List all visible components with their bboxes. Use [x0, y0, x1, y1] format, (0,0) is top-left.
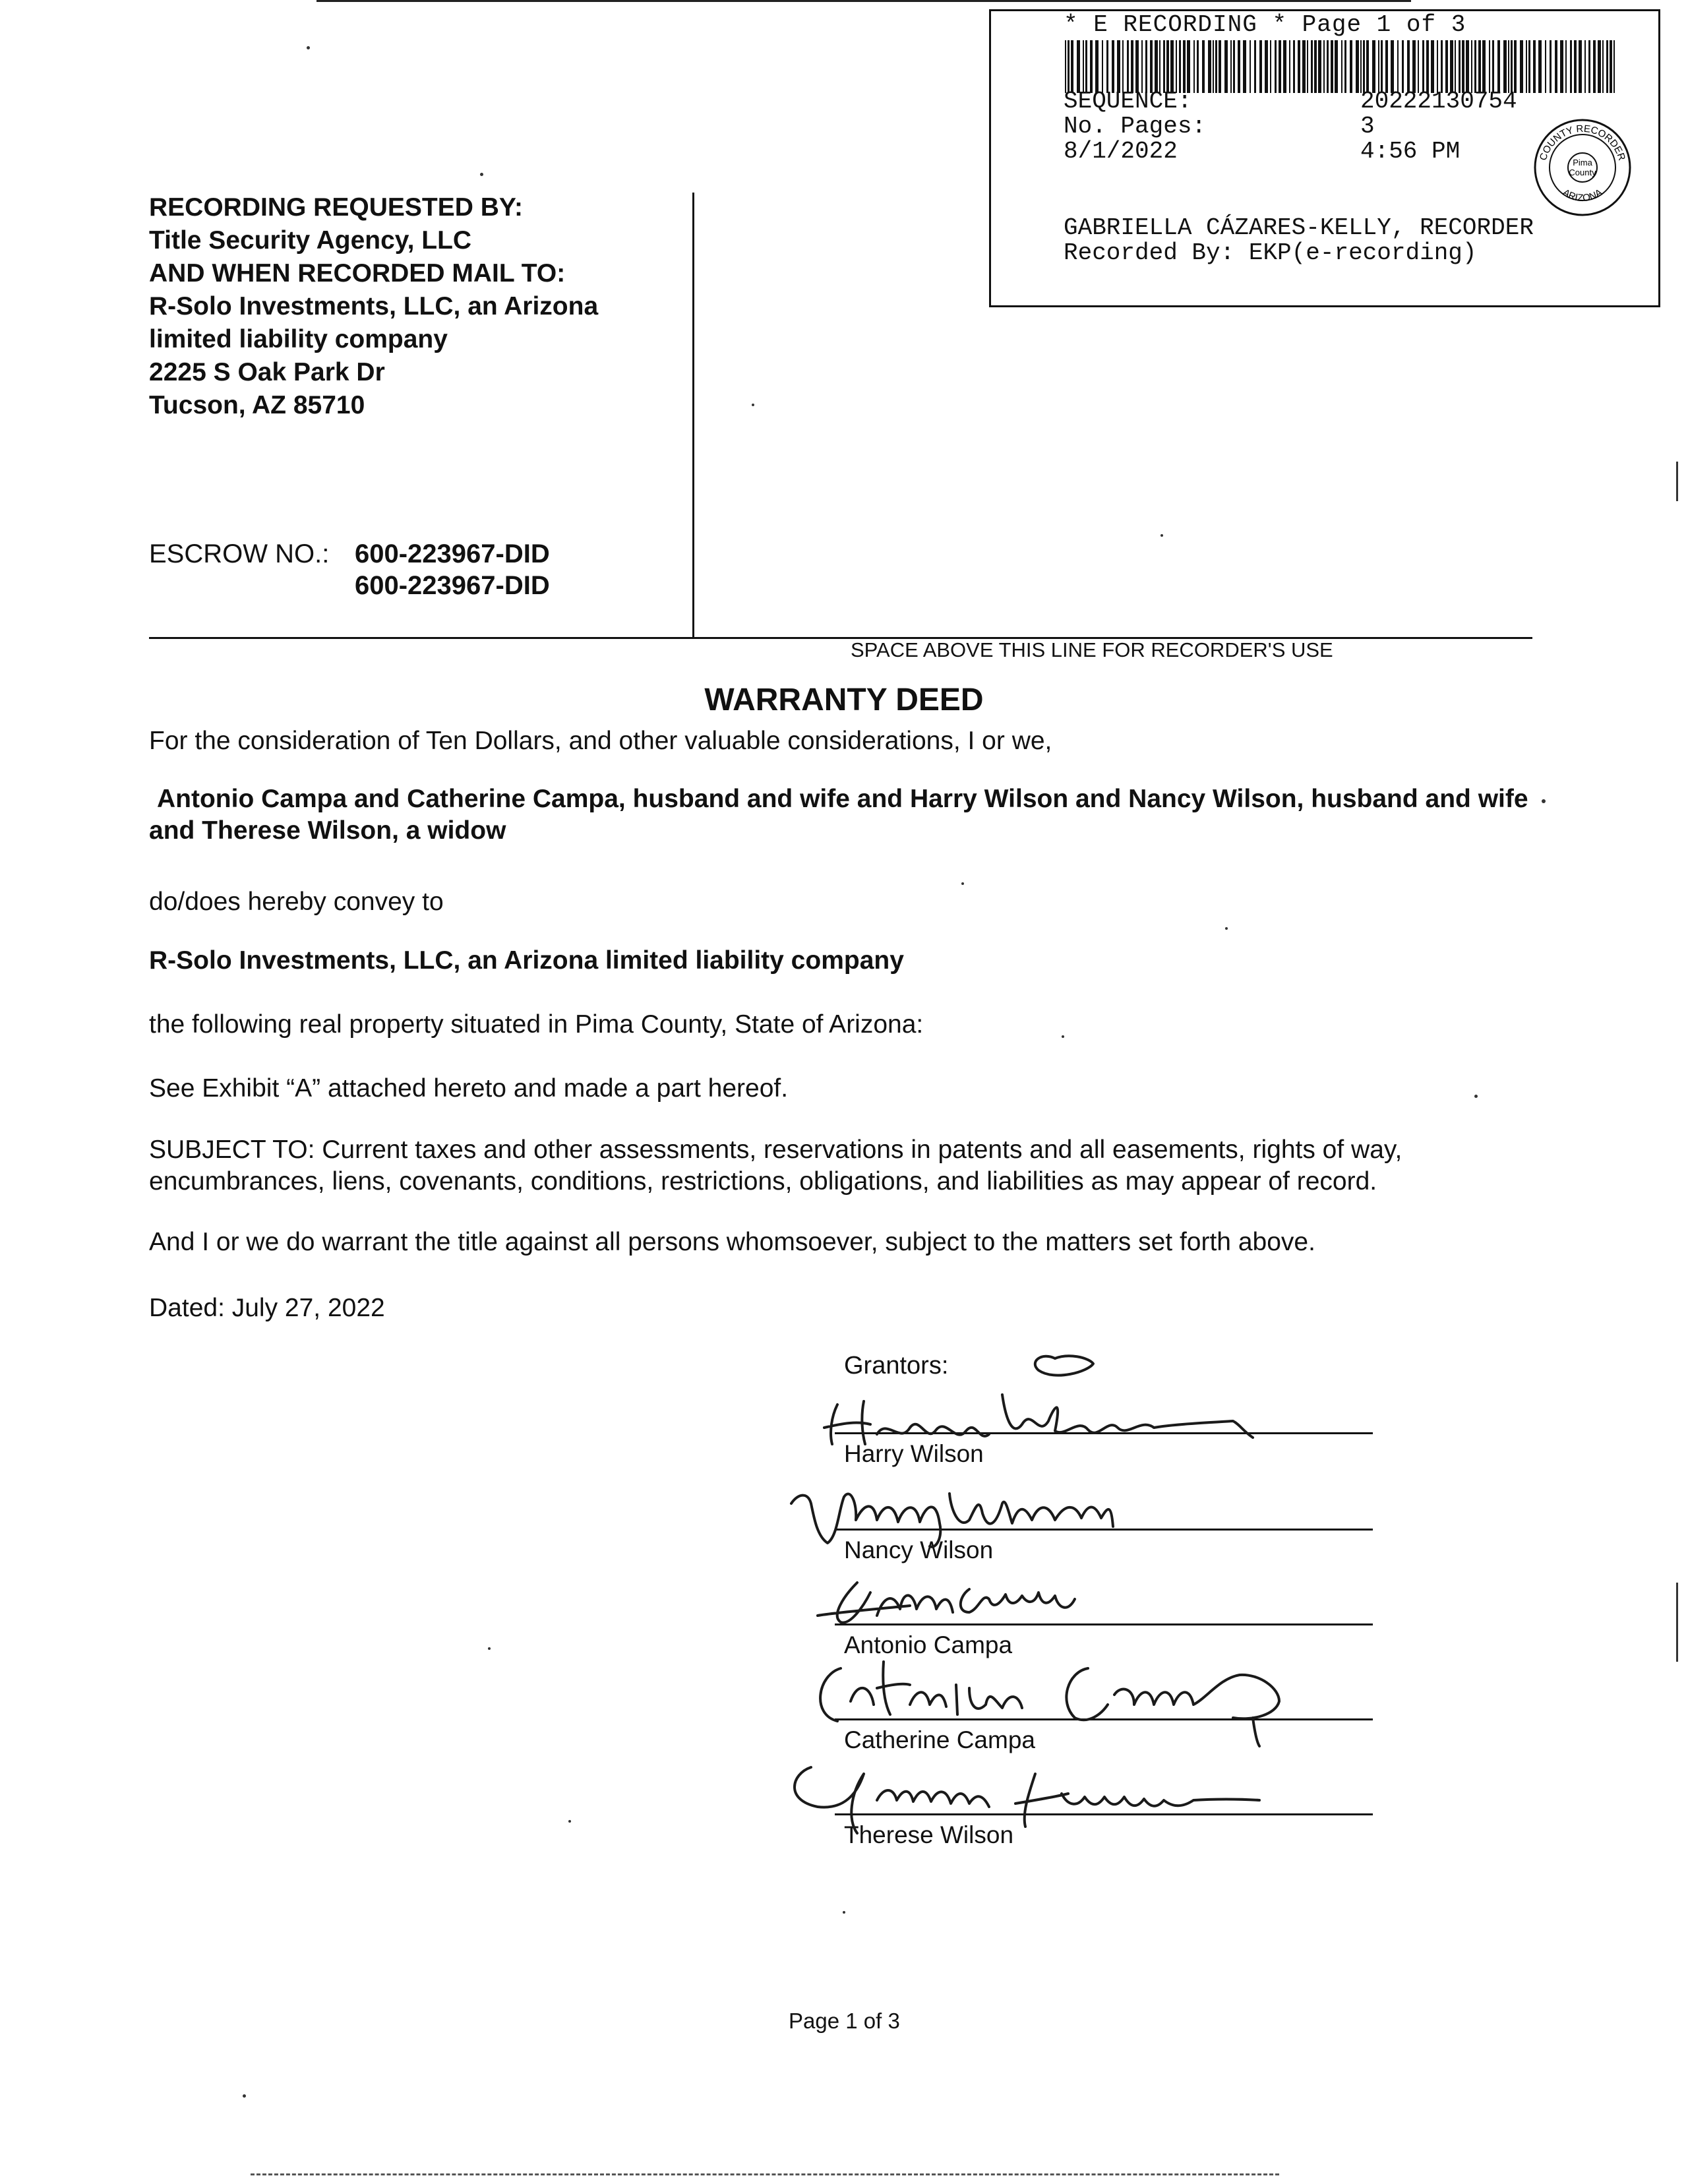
barcode-bar	[1250, 40, 1251, 93]
barcode-bar	[1293, 40, 1295, 93]
recorded-by: Recorded By: EKP(e-recording)	[1064, 239, 1477, 266]
convey-text: do/does hereby convey to	[149, 888, 444, 916]
signer-name-nancy: Nancy Wilson	[844, 1536, 994, 1563]
pages-value: 3	[1360, 113, 1375, 140]
barcode-bar	[1598, 40, 1601, 93]
address-line2: Tucson, AZ 85710	[149, 391, 365, 419]
barcode-bar	[1159, 40, 1160, 93]
barcode-bar	[1166, 40, 1169, 93]
barcode-bar	[1065, 40, 1066, 93]
barcode-bar	[1187, 40, 1190, 93]
barcode-bar	[1106, 40, 1108, 93]
barcode-bar	[1243, 40, 1246, 93]
barcode-bar	[1570, 40, 1572, 93]
barcode-bar	[1445, 40, 1448, 93]
address-line1: 2225 S Oak Park Dr	[149, 358, 385, 386]
scan-speck	[1160, 534, 1163, 537]
sequence-label: SEQUENCE:	[1064, 88, 1192, 115]
barcode-bar	[1489, 40, 1490, 93]
barcode-bar	[1259, 40, 1262, 93]
barcode-bar	[1068, 40, 1070, 93]
scan-speck	[488, 1647, 491, 1650]
recorder-use-note: SPACE ABOVE THIS LINE FOR RECORDER'S USE	[851, 638, 1333, 661]
barcode-bar	[1219, 40, 1221, 93]
signer-name-therese: Therese Wilson	[844, 1821, 1014, 1848]
barcode-bar	[1482, 40, 1486, 93]
scan-bottom-edge	[251, 2173, 1279, 2175]
exhibit-text: See Exhibit “A” attached hereto and made a part hereof.	[149, 1074, 789, 1103]
header-divider	[692, 193, 694, 638]
page-number: Page 1 of 3	[789, 2009, 900, 2033]
barcode-bar	[1090, 40, 1093, 93]
barcode-bar	[1459, 40, 1461, 93]
scan-speck	[307, 46, 310, 49]
barcode-bar	[1412, 40, 1416, 93]
handwritten-signatures	[778, 1345, 1411, 1873]
recording-time: 4:56 PM	[1360, 138, 1461, 165]
scan-speck	[1676, 462, 1678, 501]
scan-speck	[1542, 799, 1546, 803]
barcode-bar	[1335, 40, 1338, 93]
recording-header: * E RECORDING * Page 1 of 3	[1064, 11, 1466, 38]
barcode-bar	[1565, 40, 1567, 93]
barcode-bar	[1275, 40, 1277, 93]
requested-by: Title Security Agency, LLC	[149, 226, 472, 255]
scan-edge-line	[316, 0, 1411, 2]
barcode-bar	[1520, 40, 1523, 93]
barcode-bar	[1150, 40, 1153, 93]
barcode-bar	[1462, 40, 1464, 93]
escrow-number-1: 600-223967-DID	[355, 539, 550, 568]
recording-request-block	[149, 191, 598, 422]
svg-text:Pima: Pima	[1573, 158, 1592, 167]
barcode-bar	[1363, 40, 1365, 93]
barcode-bar	[1550, 40, 1552, 93]
barcode-bar	[1366, 40, 1369, 93]
barcode-bar	[1179, 40, 1181, 93]
barcode-bar	[1381, 40, 1383, 93]
scan-speck	[243, 2094, 246, 2098]
scan-speck	[843, 1911, 845, 1914]
escrow-number-2: 600-223967-DID	[355, 571, 550, 600]
barcode-bar	[1283, 40, 1286, 93]
scan-speck	[961, 882, 964, 885]
barcode-bar	[1508, 40, 1509, 93]
warrant-text: And I or we do warrant the title against all persons whomsoever, subject to the matters set forth above.	[149, 1228, 1315, 1256]
barcode-bar	[1350, 40, 1352, 93]
barcode-bar	[1418, 40, 1419, 93]
barcode-bar	[1356, 40, 1359, 93]
barcode-bar	[1254, 40, 1256, 93]
barcode-bar	[1270, 40, 1271, 93]
barcode-bar	[1360, 40, 1362, 93]
scan-speck	[1676, 1583, 1678, 1662]
barcode-bar	[1135, 40, 1139, 93]
escrow-label: ESCROW NO.:	[149, 539, 330, 568]
barcode-bar	[1514, 40, 1517, 93]
barcode-bar	[1602, 40, 1604, 93]
barcode-bar	[1183, 40, 1186, 93]
barcode-bar	[1279, 40, 1281, 93]
scan-speck	[1062, 1035, 1064, 1038]
barcode-bar	[1407, 40, 1410, 93]
barcode-bar	[1077, 40, 1080, 93]
barcode-bar	[1441, 40, 1443, 93]
barcode-bar	[1455, 40, 1456, 93]
subject-to-text: SUBJECT TO: Current taxes and other assessments, reservations in patents and all easements, rights of way, encumbrances, liens, covenants, conditions, restrictions, obligations, and liabilities as may appear of record.	[149, 1136, 1402, 1196]
scan-speck	[480, 173, 483, 176]
barcode-bar	[1085, 40, 1087, 93]
grantors-names: Antonio Campa and Catherine Campa, husband and wife and Harry Wilson and Nancy Wilson, husband and wife and Therese Wilson, a widow	[149, 785, 1528, 845]
barcode-bar	[1584, 40, 1586, 93]
county-seal-icon	[1532, 117, 1633, 218]
barcode-bar	[1511, 40, 1513, 93]
barcode-bar	[1533, 40, 1536, 93]
barcode-icon	[1065, 40, 1615, 93]
barcode-bar	[1170, 40, 1174, 93]
grantors-label: Grantors:	[844, 1352, 949, 1380]
barcode-bar	[1102, 40, 1103, 93]
barcode-bar	[1555, 40, 1557, 93]
barcode-bar	[1471, 40, 1472, 93]
requested-by-label: RECORDING REQUESTED BY:	[149, 193, 523, 222]
barcode-bar	[1112, 40, 1114, 93]
dated-text: Dated: July 27, 2022	[149, 1294, 385, 1322]
barcode-bar	[1545, 40, 1546, 93]
barcode-bar	[1497, 40, 1500, 93]
barcode-bar	[1426, 40, 1429, 93]
barcode-bar	[1141, 40, 1143, 93]
barcode-bar	[1526, 40, 1527, 93]
recorder-name: GABRIELLA CÁZARES-KELLY, RECORDER	[1064, 214, 1534, 241]
barcode-bar	[1606, 40, 1608, 93]
signature-antonio-campa	[818, 1583, 1075, 1623]
barcode-bar	[1127, 40, 1129, 93]
barcode-bar	[1450, 40, 1453, 93]
barcode-bar	[1224, 40, 1228, 93]
signature-nancy-wilson	[791, 1494, 1113, 1547]
barcode-bar	[1538, 40, 1542, 93]
barcode-bar	[1341, 40, 1342, 93]
signer-name-antonio: Antonio Campa	[844, 1631, 1013, 1658]
barcode-bar	[1437, 40, 1438, 93]
barcode-bar	[1163, 40, 1165, 93]
barcode-bar	[1318, 40, 1321, 93]
barcode-bar	[1289, 40, 1290, 93]
barcode-bar	[1492, 40, 1494, 93]
barcode-bar	[1372, 40, 1375, 93]
property-text: the following real property situated in Pima County, State of Arizona:	[149, 1010, 924, 1039]
recorder-stamp-box	[989, 9, 1660, 307]
barcode-bar	[1213, 40, 1214, 93]
barcode-bar	[1610, 40, 1612, 93]
sequence-value: 20222130754	[1360, 88, 1517, 115]
barcode-bar	[1593, 40, 1596, 93]
barcode-bar	[1579, 40, 1582, 93]
barcode-bar	[1265, 40, 1268, 93]
barcode-bar	[1344, 40, 1346, 93]
mail-to-name-line1: R-Solo Investments, LLC, an Arizona	[149, 292, 599, 320]
barcode-bar	[1560, 40, 1563, 93]
barcode-bar	[1117, 40, 1120, 93]
barcode-bar	[1302, 40, 1306, 93]
barcode-bar	[1431, 40, 1434, 93]
barcode-bar	[1122, 40, 1124, 93]
barcode-bar	[1298, 40, 1300, 93]
barcode-bar	[1071, 40, 1073, 93]
barcode-bar	[1474, 40, 1476, 93]
signature-catherine-campa	[820, 1662, 1279, 1746]
barcode-bar	[1208, 40, 1211, 93]
barcode-bar	[1391, 40, 1394, 93]
barcode-bar	[1311, 40, 1313, 93]
mail-to-name-line2: limited liability company	[149, 325, 448, 353]
barcode-bar	[1215, 40, 1217, 93]
barcode-bar	[1230, 40, 1232, 93]
svg-text:ARIZONA: ARIZONA	[1560, 187, 1605, 204]
barcode-bar	[1466, 40, 1469, 93]
barcode-bar	[1378, 40, 1379, 93]
barcode-bar	[1095, 40, 1099, 93]
barcode-bar	[1503, 40, 1507, 93]
barcode-bar	[1478, 40, 1481, 93]
scan-speck	[1225, 927, 1228, 930]
barcode-bar	[1083, 40, 1084, 93]
barcode-bar	[1397, 40, 1399, 93]
barcode-bar	[1193, 40, 1195, 93]
scan-speck	[568, 1820, 571, 1823]
barcode-bar	[1202, 40, 1205, 93]
signer-name-catherine: Catherine Campa	[844, 1726, 1035, 1753]
signature-mark-circle	[1035, 1356, 1093, 1375]
barcode-bar	[1155, 40, 1158, 93]
scan-speck	[752, 404, 754, 406]
barcode-bar	[1197, 40, 1199, 93]
barcode-bar	[1323, 40, 1325, 93]
signature-therese-wilson	[795, 1767, 1259, 1833]
barcode-bar	[1385, 40, 1388, 93]
consideration-text: For the consideration of Ten Dollars, and other valuable considerations, I or we,	[149, 727, 1052, 755]
barcode-bar	[1588, 40, 1590, 93]
scan-speck	[1474, 1095, 1478, 1098]
barcode-bar	[1145, 40, 1147, 93]
pages-label: No. Pages:	[1064, 113, 1207, 140]
barcode-bar	[1528, 40, 1530, 93]
barcode-bar	[1131, 40, 1133, 93]
svg-text:County: County	[1569, 167, 1596, 177]
barcode-bar	[1314, 40, 1317, 93]
deed-title: WARRANTY DEED	[704, 682, 984, 717]
signature-harry-wilson	[824, 1395, 1253, 1444]
barcode-bar	[1574, 40, 1577, 93]
barcode-bar	[1307, 40, 1308, 93]
barcode-bar	[1176, 40, 1177, 93]
barcode-bar	[1422, 40, 1424, 93]
barcode-bar	[1613, 40, 1615, 93]
grantee-name: R-Solo Investments, LLC, an Arizona limited liability company	[149, 946, 904, 975]
barcode-bar	[1233, 40, 1235, 93]
mail-to-label: AND WHEN RECORDED MAIL TO:	[149, 259, 566, 288]
barcode-bar	[1402, 40, 1404, 93]
recording-date: 8/1/2022	[1064, 138, 1178, 165]
svg-text:COUNTY RECORDER: COUNTY RECORDER	[1537, 123, 1628, 162]
signer-name-harry: Harry Wilson	[844, 1440, 984, 1467]
barcode-bar	[1331, 40, 1333, 93]
barcode-bar	[1238, 40, 1240, 93]
barcode-bar	[1327, 40, 1329, 93]
